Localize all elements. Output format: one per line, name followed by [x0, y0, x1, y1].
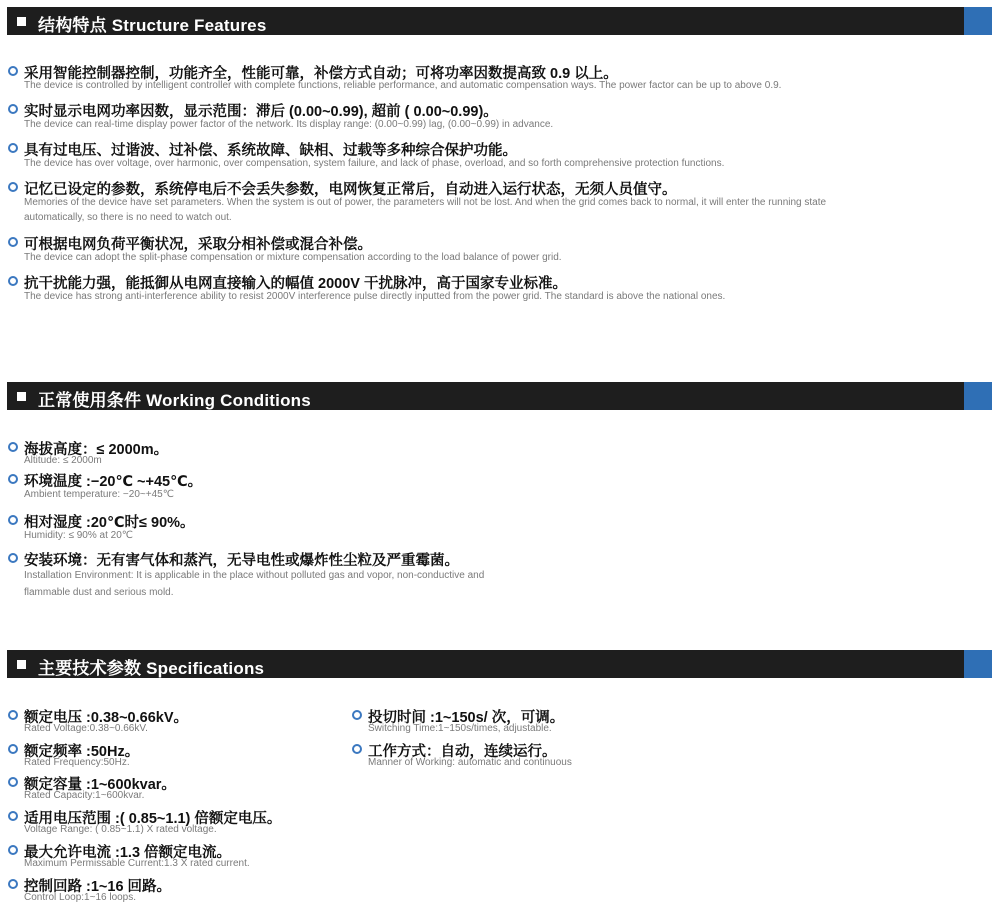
section-header-structure-features	[7, 7, 992, 35]
blue-accent-block	[964, 382, 992, 410]
circle-bullet-icon	[8, 442, 18, 452]
circle-bullet-icon	[8, 744, 18, 754]
feature-text-en: The device has over voltage, over harmonic, over compensation, system failure, and lack of phase, overload, and so forth comprehensive protection functions.	[24, 158, 725, 169]
feature-text-en: Memories of the device have set parameters. When the system is out of power, the parameters will not be lost. And when the grid comes back to normal, it will enter the running state	[24, 197, 827, 208]
spec-text-en: Switching Time:1~150s/times, adjustable.	[368, 723, 552, 734]
spec-text-cn: 额定电压 :0.38~0.66kV。	[24, 710, 189, 726]
circle-bullet-icon	[8, 182, 18, 192]
feature-text-en: The device can real-time display power factor of the network. Its display range: (0.00~0.99) lag, (0.00~0.99) in advance.	[24, 119, 554, 130]
spec-text-en: Rated Frequency:50Hz.	[24, 757, 130, 768]
condition-text-en: Ambient temperature: −20~+45℃	[24, 489, 174, 500]
condition-text-en: Humidity: ≤ 90% at 20℃	[24, 530, 133, 541]
condition-text-en: Installation Environment: It is applicable in the place without polluted gas and vopor, non-conductive and	[24, 570, 485, 581]
spec-text-cn: 最大允许电流 :1.3 倍额定电流。	[24, 845, 232, 861]
feature-text-cn: 抗干扰能力强，能抵御从电网直接输入的幅值 2000V 干扰脉冲，高于国家专业标准。	[24, 276, 567, 292]
square-bullet-icon	[17, 392, 26, 401]
circle-bullet-icon	[8, 104, 18, 114]
spec-text-en: Control Loop:1~16 loops.	[24, 892, 137, 903]
circle-bullet-icon	[8, 66, 18, 76]
condition-text-cn: 环境温度 :−20℃ ~+45℃。	[24, 474, 203, 490]
feature-text-cn: 采用智能控制器控制，功能齐全，性能可靠，补偿方式自动；可将功率因数提高致 0.9 以上。	[24, 66, 618, 82]
circle-bullet-icon	[8, 553, 18, 563]
circle-bullet-icon	[352, 744, 362, 754]
feature-text-cn: 实时显示电网功率因数，显示范围：滞后 (0.00~0.99), 超前 ( 0.00~0.99)。	[24, 104, 498, 120]
spec-text-en: Maximum Permissable Current:1.3 X rated current.	[24, 858, 250, 869]
spec-text-en: Voltage Range: ( 0.85~1.1) X rated voltage.	[24, 824, 217, 835]
spec-text-cn: 投切时间 :1~150s/ 次，可调。	[368, 710, 565, 726]
condition-text-en: Altitude: ≤ 2000m	[24, 455, 102, 466]
feature-text-cn: 可根据电网负荷平衡状况，采取分相补偿或混合补偿。	[24, 237, 372, 253]
circle-bullet-icon	[8, 143, 18, 153]
spec-text-cn: 适用电压范围 :( 0.85~1.1) 倍额定电压。	[24, 811, 282, 827]
circle-bullet-icon	[8, 879, 18, 889]
condition-text-cn: 安装环境：无有害气体和蒸汽，无导电性或爆炸性尘粒及严重霉菌。	[24, 553, 459, 569]
square-bullet-icon	[17, 660, 26, 669]
spec-text-cn: 控制回路 :1~16 回路。	[24, 879, 172, 895]
section-header-working-conditions	[7, 382, 992, 410]
spec-text-en: Manner of Working: automatic and continuous	[368, 757, 572, 768]
blue-accent-block	[964, 650, 992, 678]
spec-text-cn: 额定频率 :50Hz。	[24, 744, 140, 760]
condition-text-cn: 海拔高度：≤ 2000m。	[24, 442, 169, 458]
circle-bullet-icon	[8, 515, 18, 525]
section-title: 正常使用条件 Working Conditions	[38, 391, 311, 410]
feature-text-en-continued: automatically, so there is no need to watch out.	[24, 212, 232, 223]
feature-text-cn: 具有过电压、过谐波、过补偿、系统故障、缺相、过载等多种综合保护功能。	[24, 143, 517, 159]
spec-text-cn: 额定容量 :1~600kvar。	[24, 777, 176, 793]
circle-bullet-icon	[8, 710, 18, 720]
circle-bullet-icon	[8, 276, 18, 286]
square-bullet-icon	[17, 17, 26, 26]
section-header-specifications	[7, 650, 992, 678]
circle-bullet-icon	[8, 237, 18, 247]
circle-bullet-icon	[8, 845, 18, 855]
condition-text-cn: 相对湿度 :20℃时≤ 90%。	[24, 515, 195, 531]
feature-text-en: The device can adopt the split-phase compensation or mixture compensation according to the load balance of power grid.	[24, 252, 562, 263]
feature-text-cn: 记忆已设定的参数，系统停电后不会丢失参数，电网恢复正常后，自动进入运行状态，无须人员值守。	[24, 182, 677, 198]
circle-bullet-icon	[352, 710, 362, 720]
feature-text-en: The device is controlled by intelligent controller with complete functions, reliable performance, and automatic compensation ways. The power factor can be up to above 0.9.	[24, 80, 782, 91]
spec-text-cn: 工作方式：自动，连续运行。	[368, 744, 557, 760]
blue-accent-block	[964, 7, 992, 35]
spec-text-en: Rated Capacity:1~600kvar.	[24, 790, 145, 801]
section-title: 主要技术参数 Specifications	[38, 659, 265, 678]
circle-bullet-icon	[8, 474, 18, 484]
feature-text-en: The device has strong anti-interference ability to resist 2000V interference pulse directly inputted from the power grid. The standard is above the national ones.	[24, 291, 726, 302]
condition-text-en-continued: flammable dust and serious mold.	[24, 587, 174, 598]
circle-bullet-icon	[8, 777, 18, 787]
circle-bullet-icon	[8, 811, 18, 821]
spec-text-en: Rated Voltage:0.38~0.66kV.	[24, 723, 148, 734]
section-title: 结构特点 Structure Features	[38, 16, 267, 35]
